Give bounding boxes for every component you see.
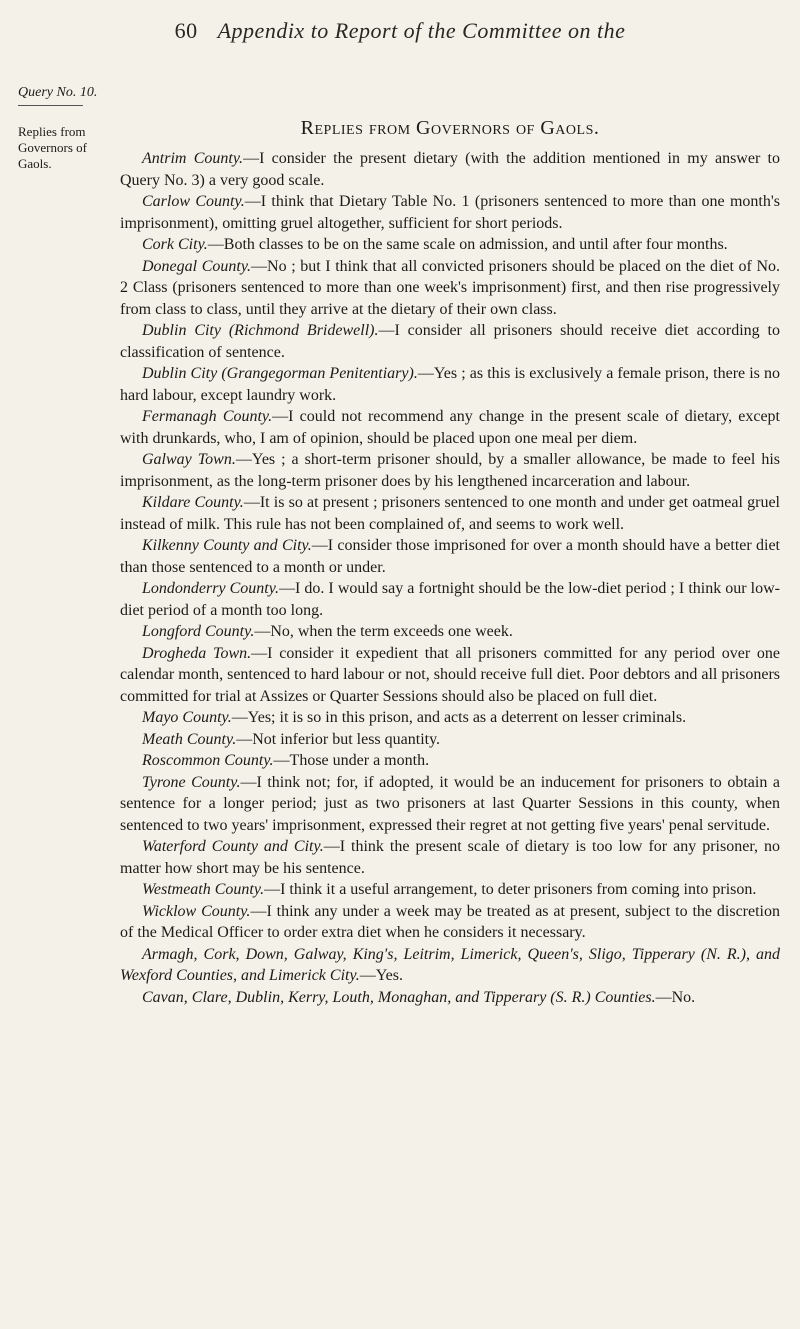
reply-place: Fermanagh County. xyxy=(142,408,273,425)
reply-place: Kildare County. xyxy=(142,494,244,511)
reply-paragraph xyxy=(120,643,780,708)
reply-place: Roscommon County. xyxy=(142,752,274,769)
reply-paragraph xyxy=(120,621,780,643)
reply-paragraph xyxy=(120,901,780,944)
reply-paragraph xyxy=(120,944,780,987)
reply-text: —Those under a month. xyxy=(273,752,430,769)
reply-paragraph xyxy=(120,836,780,879)
reply-paragraph xyxy=(120,320,780,363)
reply-place: Armagh, Cork, Down, Galway, King's, Leitrim, Limerick, Queen's, Sligo, Tipperary (N. R.), and Wexford Counties, and Limerick City. xyxy=(120,945,780,984)
reply-text: —I think any under a week may be treated as at present, subject to the discretion of the Medical Officer to order extra diet when he considers it necessary. xyxy=(120,902,781,941)
reply-text: —Yes ; as this is exclusively a female prison, there is no hard labour, except laundry work. xyxy=(120,365,781,404)
reply-paragraph xyxy=(120,191,780,234)
reply-paragraph xyxy=(120,578,780,621)
reply-text: —I do. I would say a fortnight should be the low-diet period ; I think our low-diet period of a month too long. xyxy=(120,580,781,619)
reply-text: —I think not; for, if adopted, it would be an inducement for prisoners to obtain a sentence for a longer period; just as two prisoners at last Quarter Sessions in this county, when sentenced to two years' imprisonment, expressed their regret at not getting five years' penal servitude. xyxy=(120,773,780,834)
reply-paragraph xyxy=(120,879,780,901)
reply-place: Waterford County and City. xyxy=(142,838,324,855)
running-header xyxy=(0,18,800,44)
replies-body xyxy=(120,148,780,1008)
reply-place: Meath County. xyxy=(142,730,237,748)
reply-paragraph xyxy=(120,535,780,578)
reply-text: —No ; but I think that all convicted prisoners should be placed on the diet of No. 2 Class (prisoners sentenced to more than one week's imprisonment) first, and then rise progressively from class to class, until they arrive at the dietary of their own class. xyxy=(120,257,781,318)
reply-place: Longford County. xyxy=(142,623,255,640)
reply-paragraph xyxy=(120,449,780,492)
reply-place: Londonderry County. xyxy=(142,580,279,597)
reply-paragraph xyxy=(120,987,780,1009)
reply-text: —Yes; it is so in this prison, and acts as a deterrent on lesser criminals. xyxy=(231,709,687,726)
reply-text: —I think that Dietary Table No. 1 (prisoners sentenced to more than one month's imprisonment), omitting gruel altogether, sufficient for short periods. xyxy=(120,193,780,232)
reply-paragraph xyxy=(120,492,780,535)
reply-paragraph xyxy=(120,148,780,191)
reply-paragraph xyxy=(120,707,780,729)
reply-text: —Both classes to be on the same scale on admission, and until after four months. xyxy=(207,236,728,253)
reply-place: Kilkenny County and City. xyxy=(142,537,312,554)
reply-text: —I could not recommend any change in the present scale of dietary, except with drunkards, who, I am of opinion, should be placed upon one meal per diem. xyxy=(120,408,780,447)
query-number: Query No. 10. xyxy=(18,85,98,100)
reply-paragraph xyxy=(120,772,780,837)
reply-text: —I think it a useful arrangement, to deter prisoners from coming into prison. xyxy=(264,881,757,898)
reply-place: Galway Town. xyxy=(142,451,236,468)
reply-text: —Yes ; a short-term prisoner should, by a smaller allowance, be made to feel his imprisonment, as the long-term prisoner does by his lengthened incarceration and labour. xyxy=(120,451,781,490)
reply-text: —Yes. xyxy=(359,967,403,984)
reply-place: Tyrone County. xyxy=(142,773,241,791)
reply-text: —No. xyxy=(655,988,696,1006)
reply-paragraph xyxy=(120,256,780,321)
section-title: Replies from Governors of Gaols. xyxy=(300,117,600,139)
reply-text: —I consider it expedient that all prisoners committed for any period over one calendar month, sentenced to hard labour or not, should receive full diet. Poor debtors and all prisoners committed for trial at Assizes or Quarter Sessions should also be placed on full diet. xyxy=(120,644,780,705)
reply-place: Drogheda Town. xyxy=(142,644,252,662)
reply-place: Carlow County. xyxy=(142,193,245,210)
reply-place: Antrim County. xyxy=(142,150,244,167)
reply-paragraph xyxy=(120,363,780,406)
reply-place: Cavan, Clare, Dublin, Kerry, Louth, Monaghan, and Tipperary (S. R.) Counties. xyxy=(142,988,656,1006)
reply-place: Dublin City (Richmond Bridewell). xyxy=(142,322,379,339)
reply-paragraph xyxy=(120,750,780,772)
reply-place: Dublin City (Grangegorman Penitentiary). xyxy=(142,365,418,382)
reply-text: —I consider those imprisoned for over a month should have a better diet than those sentenced to a month or under. xyxy=(120,537,781,576)
reply-place: Donegal County. xyxy=(142,257,252,275)
running-title: Appendix to Report of the Committee on the xyxy=(217,18,626,43)
reply-paragraph xyxy=(120,729,780,751)
reply-paragraph xyxy=(120,406,780,449)
reply-text: —It is so at present ; prisoners sentenced to one month and under get oatmeal gruel instead of milk. This rule has not been complained of, and seems to work well. xyxy=(120,494,780,533)
reply-text: —I consider all prisoners should receive diet according to classification of sentence. xyxy=(120,322,780,361)
reply-text: —I consider the present dietary (with the addition mentioned in my answer to Query No. 3) a very good scale. xyxy=(120,150,780,189)
reply-paragraph xyxy=(120,234,780,256)
reply-text: —Not inferior but less quantity. xyxy=(236,730,441,748)
reply-place: Wicklow County. xyxy=(142,902,251,920)
margin-divider xyxy=(18,105,83,106)
margin-note: Replies from Governors of Gaols. xyxy=(18,124,87,171)
reply-place: Westmeath County. xyxy=(142,881,265,898)
reply-text: —I think the present scale of dietary is too low for any prisoner, no matter how short may be his sentence. xyxy=(120,838,780,877)
reply-place: Mayo County. xyxy=(142,709,232,726)
reply-text: —No, when the term exceeds one week. xyxy=(254,623,513,640)
page-number: 60 xyxy=(174,18,198,43)
reply-place: Cork City. xyxy=(142,236,208,253)
